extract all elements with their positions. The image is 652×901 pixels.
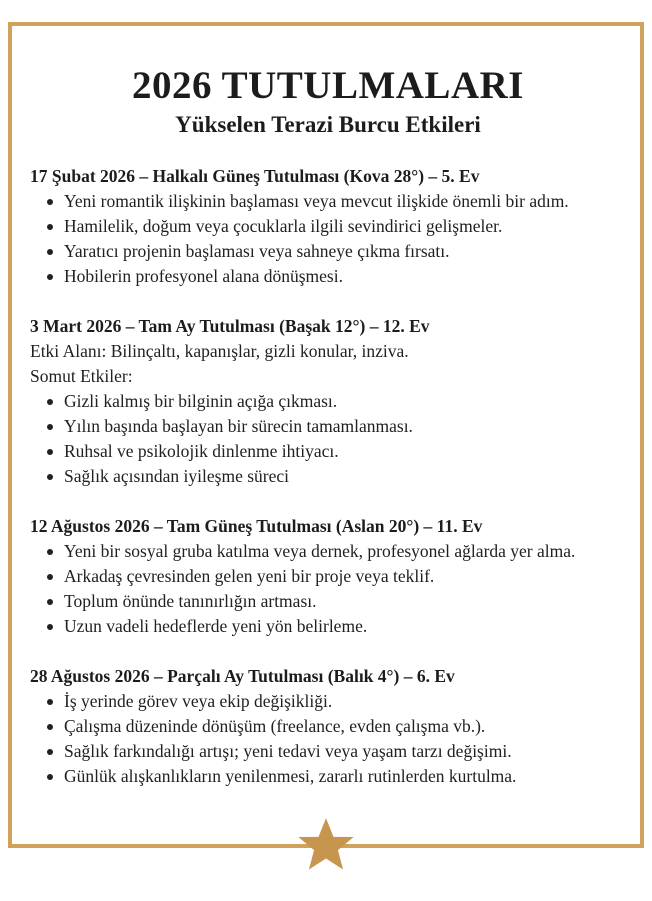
page-subtitle: Yükselen Terazi Burcu Etkileri — [175, 112, 481, 137]
section-heading: 17 Şubat 2026 – Halkalı Güneş Tutulması (Kova 28°) – 5. Ev — [30, 166, 480, 186]
bullet-item: Yeni romantik ilişkinin başlaması veya mevcut ilişkide önemli bir adım. — [30, 189, 626, 214]
bullet-item: Yılın başında başlayan bir sürecin tamamlanması. — [30, 414, 626, 439]
bullet-item: Sağlık açısından iyileşme süreci — [30, 464, 626, 489]
bullet-item: Uzun vadeli hedeflerde yeni yön belirleme. — [30, 614, 626, 639]
bullet-item: Yaratıcı projenin başlaması veya sahneye çıkma fırsatı. — [30, 239, 626, 264]
eclipse-section-august-28 — [30, 664, 626, 789]
bullet-item: Yeni bir sosyal gruba katılma veya dernek, profesyonel ağlarda yer alma. — [30, 539, 626, 564]
bullet-item: Günlük alışkanlıkların yenilenmesi, zararlı rutinlerden kurtulma. — [30, 764, 626, 789]
eclipse-section-march — [30, 314, 626, 489]
footer-star — [297, 817, 355, 875]
bullet-item: Gizli kalmış bir bilginin açığa çıkması. — [30, 389, 626, 414]
bullet-list — [30, 389, 626, 489]
bullet-list — [30, 689, 626, 789]
concrete-effects-label: Somut Etkiler: — [30, 366, 133, 386]
decorative-border-frame — [8, 22, 644, 848]
impact-area-line: Etki Alanı: Bilinçaltı, kapanışlar, gizli konular, inziva. — [30, 341, 409, 361]
bullet-item: İş yerinde görev veya ekip değişikliği. — [30, 689, 626, 714]
section-heading: 12 Ağustos 2026 – Tam Güneş Tutulması (Aslan 20°) – 11. Ev — [30, 516, 483, 536]
bullet-list — [30, 189, 626, 289]
eclipse-section-august-12 — [30, 514, 626, 639]
page-title: 2026 TUTULMALARI — [132, 64, 524, 107]
bullet-item: Hobilerin profesyonel alana dönüşmesi. — [30, 264, 626, 289]
bullet-item: Hamilelik, doğum veya çocuklarla ilgili sevindirici gelişmeler. — [30, 214, 626, 239]
section-heading: 3 Mart 2026 – Tam Ay Tutulması (Başak 12°) – 12. Ev — [30, 316, 430, 336]
eclipse-section-february — [30, 164, 626, 289]
bullet-item: Arkadaş çevresinden gelen yeni bir proje veya teklif. — [30, 564, 626, 589]
bullet-item: Çalışma düzeninde dönüşüm (freelance, evden çalışma vb.). — [30, 714, 626, 739]
bullet-item: Toplum önünde tanınırlığın artması. — [30, 589, 626, 614]
bullet-list — [30, 539, 626, 639]
bullet-item: Sağlık farkındalığı artışı; yeni tedavi veya yaşam tarzı değişimi. — [30, 739, 626, 764]
section-heading: 28 Ağustos 2026 – Parçalı Ay Tutulması (Balık 4°) – 6. Ev — [30, 666, 455, 686]
star-icon — [297, 817, 355, 875]
bullet-item: Ruhsal ve psikolojik dinlenme ihtiyacı. — [30, 439, 626, 464]
